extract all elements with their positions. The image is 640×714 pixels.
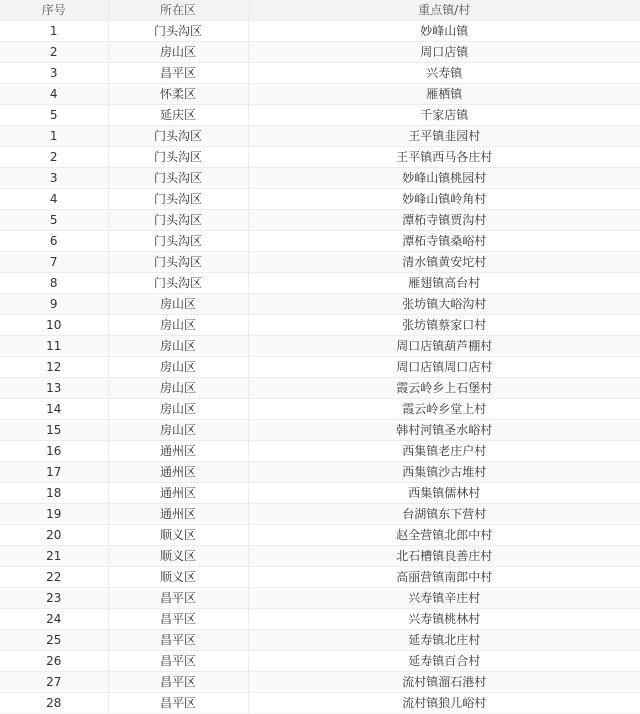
cell-district: 顺义区	[108, 546, 248, 567]
cell-serial-number: 15	[0, 420, 108, 441]
table-row	[0, 609, 640, 630]
table-row	[0, 546, 640, 567]
cell-town-village: 韩村河镇圣水峪村	[248, 420, 640, 441]
cell-district: 昌平区	[108, 609, 248, 630]
cell-district: 门头沟区	[108, 231, 248, 252]
table-header	[0, 0, 640, 21]
cell-district: 昌平区	[108, 588, 248, 609]
cell-serial-number: 13	[0, 378, 108, 399]
table-row	[0, 504, 640, 525]
table-row	[0, 525, 640, 546]
cell-town-village: 潭柘寺镇桑峪村	[248, 231, 640, 252]
cell-serial-number: 1	[0, 21, 108, 42]
table-row	[0, 693, 640, 714]
cell-town-village: 西集镇儒林村	[248, 483, 640, 504]
cell-town-village: 周口店镇	[248, 42, 640, 63]
cell-serial-number: 20	[0, 525, 108, 546]
cell-district: 房山区	[108, 336, 248, 357]
cell-serial-number: 12	[0, 357, 108, 378]
cell-town-village: 兴寿镇辛庄村	[248, 588, 640, 609]
cell-town-village: 千家店镇	[248, 105, 640, 126]
cell-town-village: 妙峰山镇岭角村	[248, 189, 640, 210]
table-row	[0, 357, 640, 378]
cell-serial-number: 3	[0, 63, 108, 84]
cell-serial-number: 1	[0, 126, 108, 147]
cell-serial-number: 3	[0, 168, 108, 189]
cell-district: 延庆区	[108, 105, 248, 126]
cell-serial-number: 14	[0, 399, 108, 420]
table-row	[0, 294, 640, 315]
cell-town-village: 西集镇老庄户村	[248, 441, 640, 462]
table-row	[0, 84, 640, 105]
cell-district: 门头沟区	[108, 147, 248, 168]
cell-town-village: 霞云岭乡上石堡村	[248, 378, 640, 399]
cell-district: 门头沟区	[108, 126, 248, 147]
cell-serial-number: 25	[0, 630, 108, 651]
cell-town-village: 周口店镇葫芦棚村	[248, 336, 640, 357]
table-row	[0, 147, 640, 168]
cell-district: 顺义区	[108, 525, 248, 546]
table-row	[0, 189, 640, 210]
table-row	[0, 210, 640, 231]
cell-district: 房山区	[108, 399, 248, 420]
cell-district: 房山区	[108, 315, 248, 336]
cell-serial-number: 10	[0, 315, 108, 336]
cell-town-village: 西集镇沙古堆村	[248, 462, 640, 483]
cell-town-village: 延寿镇百合村	[248, 651, 640, 672]
cell-town-village: 兴寿镇桃林村	[248, 609, 640, 630]
cell-serial-number: 28	[0, 693, 108, 714]
table-row	[0, 252, 640, 273]
cell-district: 门头沟区	[108, 273, 248, 294]
cell-town-village: 周口店镇周口店村	[248, 357, 640, 378]
cell-town-village: 高丽营镇南郎中村	[248, 567, 640, 588]
cell-district: 门头沟区	[108, 168, 248, 189]
cell-town-village: 兴寿镇	[248, 63, 640, 84]
table-row	[0, 105, 640, 126]
cell-serial-number: 24	[0, 609, 108, 630]
cell-serial-number: 2	[0, 147, 108, 168]
cell-town-village: 霞云岭乡堂上村	[248, 399, 640, 420]
cell-district: 通州区	[108, 483, 248, 504]
cell-town-village: 雁栖镇	[248, 84, 640, 105]
cell-serial-number: 22	[0, 567, 108, 588]
cell-district: 门头沟区	[108, 21, 248, 42]
table-row	[0, 168, 640, 189]
cell-town-village: 流村镇溜石港村	[248, 672, 640, 693]
cell-district: 通州区	[108, 504, 248, 525]
cell-town-village: 雁翅镇高台村	[248, 273, 640, 294]
table-row	[0, 483, 640, 504]
cell-serial-number: 5	[0, 210, 108, 231]
table-row	[0, 378, 640, 399]
table-row	[0, 273, 640, 294]
cell-serial-number: 23	[0, 588, 108, 609]
cell-town-village: 流村镇狼儿峪村	[248, 693, 640, 714]
cell-district: 通州区	[108, 462, 248, 483]
cell-district: 房山区	[108, 42, 248, 63]
cell-district: 门头沟区	[108, 189, 248, 210]
cell-town-village: 妙峰山镇	[248, 21, 640, 42]
cell-serial-number: 8	[0, 273, 108, 294]
header-row	[0, 0, 640, 21]
table-row	[0, 672, 640, 693]
header-town-village: 重点镇/村	[248, 0, 640, 21]
table-row	[0, 126, 640, 147]
cell-town-village: 延寿镇北庄村	[248, 630, 640, 651]
table-row	[0, 399, 640, 420]
table-row	[0, 588, 640, 609]
cell-serial-number: 2	[0, 42, 108, 63]
cell-serial-number: 17	[0, 462, 108, 483]
table-row	[0, 231, 640, 252]
cell-district: 昌平区	[108, 672, 248, 693]
cell-district: 房山区	[108, 420, 248, 441]
cell-serial-number: 27	[0, 672, 108, 693]
cell-district: 怀柔区	[108, 84, 248, 105]
table-row	[0, 63, 640, 84]
table-row	[0, 630, 640, 651]
cell-district: 昌平区	[108, 63, 248, 84]
cell-serial-number: 11	[0, 336, 108, 357]
cell-serial-number: 16	[0, 441, 108, 462]
cell-town-village: 台湖镇东下营村	[248, 504, 640, 525]
cell-district: 昌平区	[108, 630, 248, 651]
table-row	[0, 21, 640, 42]
cell-serial-number: 19	[0, 504, 108, 525]
table-row	[0, 42, 640, 63]
header-district: 所在区	[108, 0, 248, 21]
cell-serial-number: 7	[0, 252, 108, 273]
cell-town-village: 北石槽镇良善庄村	[248, 546, 640, 567]
table-row	[0, 441, 640, 462]
cell-district: 房山区	[108, 357, 248, 378]
cell-district: 昌平区	[108, 693, 248, 714]
cell-district: 门头沟区	[108, 252, 248, 273]
cell-town-village: 妙峰山镇桃园村	[248, 168, 640, 189]
cell-serial-number: 9	[0, 294, 108, 315]
cell-town-village: 王平镇西马各庄村	[248, 147, 640, 168]
table-row	[0, 651, 640, 672]
cell-serial-number: 26	[0, 651, 108, 672]
cell-district: 顺义区	[108, 567, 248, 588]
table-body	[0, 21, 640, 714]
cell-town-village: 赵全营镇北郎中村	[248, 525, 640, 546]
table-row	[0, 336, 640, 357]
table-row	[0, 420, 640, 441]
cell-district: 房山区	[108, 378, 248, 399]
cell-serial-number: 21	[0, 546, 108, 567]
cell-serial-number: 4	[0, 84, 108, 105]
cell-town-village: 王平镇韭园村	[248, 126, 640, 147]
cell-town-village: 清水镇黄安坨村	[248, 252, 640, 273]
cell-serial-number: 5	[0, 105, 108, 126]
table-row	[0, 315, 640, 336]
cell-district: 昌平区	[108, 651, 248, 672]
cell-district: 门头沟区	[108, 210, 248, 231]
table-row	[0, 462, 640, 483]
cell-serial-number: 6	[0, 231, 108, 252]
cell-town-village: 张坊镇大峪沟村	[248, 294, 640, 315]
cell-district: 房山区	[108, 294, 248, 315]
cell-town-village: 潭柘寺镇贾沟村	[248, 210, 640, 231]
cell-serial-number: 4	[0, 189, 108, 210]
cell-serial-number: 18	[0, 483, 108, 504]
cell-town-village: 张坊镇蔡家口村	[248, 315, 640, 336]
cell-district: 通州区	[108, 441, 248, 462]
table-row	[0, 567, 640, 588]
header-serial-number: 序号	[0, 0, 108, 21]
